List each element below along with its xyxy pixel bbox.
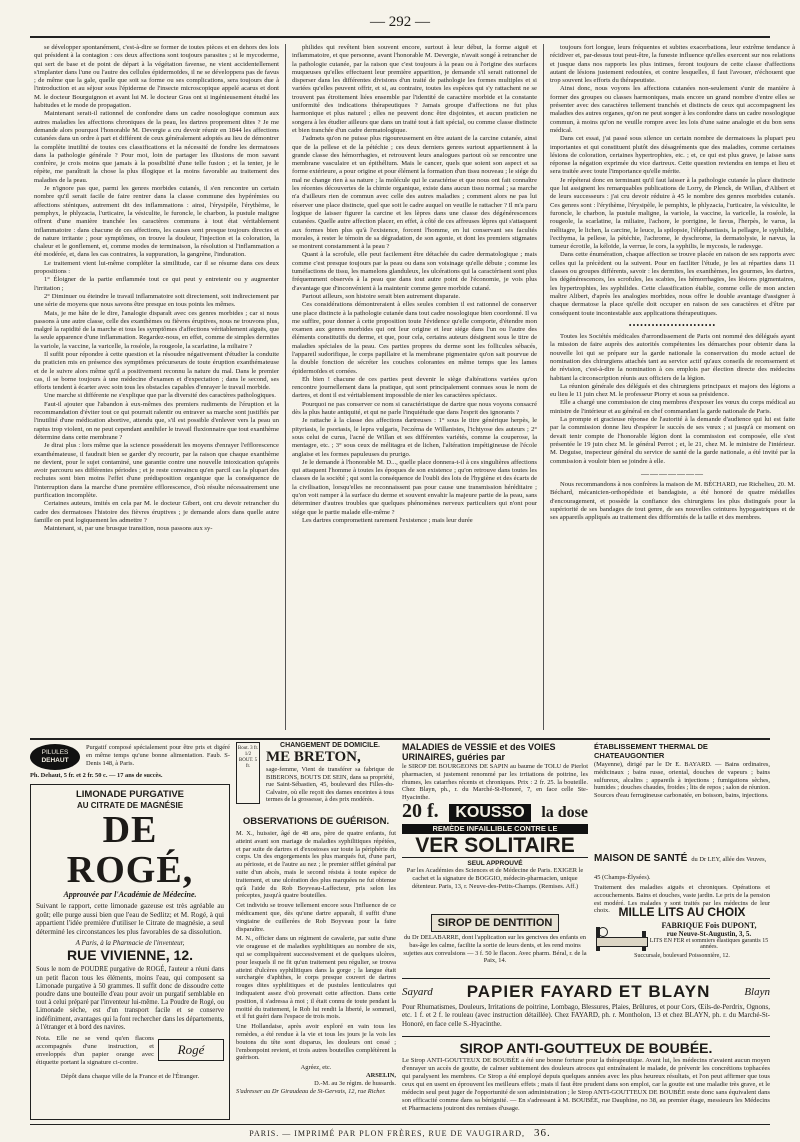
limonade-approved: Approuvée par l'Académie de Médecine. xyxy=(63,890,197,899)
vessie-text: le SIROP DE BOURGEONS DE SAPIN au baume de TOLU de Pierlot pharmacien, si justement renommé par les irritations de poitrine, les rhumes, les catarrhes récents et chroniques. Prix : 2 fr. 25. la bouteille. Chez Blayn, ph., r. du Marché-St-Honoré, 7, en face celle Ste-Hyacinthe. xyxy=(402,763,588,802)
breton-title: CHANGEMENT DE DOMICILE. xyxy=(280,742,380,749)
pilules-text: Purgatif composé spécialement pour être pris et digéré en même temps qu'une bonne alimentation. Faub. S-Denis 148, à Paris. xyxy=(86,744,230,767)
ad-sirop-dentition xyxy=(402,914,588,972)
limonade-brand: DE ROGÉ, xyxy=(66,809,194,891)
limonade-footer: Dépôt dans chaque ville de la France et de l'Étranger. xyxy=(60,1073,200,1080)
ad-mille-lits xyxy=(594,906,770,972)
boubee-text: Le Sirop ANTI-GOUTTEUX DE BOUBÉE a été une bonne fortune pour la thérapeutique. Avant lui, les médecins n'avaient aucun moyen d'enrayer un accès de goutte, de calmer subitement des douleurs atroces qui entraînaient le malade, de prévenir les concrétions tophacées qui paralysent les membres. Ce Sirop a été employé depuis quelques années avec les plus heureux résultats, et l'on peut affirmer que tous ceux qui en usent en éprouvent les meilleurs effets ; mais il faut être prudent dans son emploi, car la goutte est une maladie très grave, et le médecin seul peut juger de l'opportunité de son administration ; le Sirop ANTI-GOUTTEUX DE BOUBÉE reste donc sans équivalent dans son efficacité comme dans sa bénignité. — En s'adressant à M. BOUBÉE, rue Dauphine, no 38, au premier étage, messieurs les Médecins et Pharmaciens jouiront des remises d'usage. xyxy=(402,1057,770,1112)
pilules-badge-bottom: DEHAUT xyxy=(41,757,69,764)
paragraph: Je le demande à l'honorable M. D..., quelle place donnera-t-il à ces singulières affections qui attaquent l'homme à toutes les époques de son existence ; qu'on retrouve dans toutes les classes de la société ; qui sont la conséquence de l'oubli des lois de l'hygiène et des écarts de la civilisation, lorsqu'elles ne reconnaissent pas pour cause une transmission héréditaire ; qu'on voit ramper à la surface du derme et souvent envahir la majeure partie de la peau, sans déterminer d'autres troubles que quelques phénomènes nerveux particuliers qui n'ont pour siége que le partie malade elle-même ? xyxy=(292,458,537,516)
paragraph: Je n'ignore pas que, parmi les genres morbides cutanés, il s'en rencontre un certain nombre qu'il serait facile de faire rentrer dans la classe commune des hypérémies ou affections sténiques, autrement dit des inflammations : ainsi, l'érysipèle, l'érythème, le pemphyx, le phlyzacia, l'urticaire, la vésiculite, le furoncle, le charbon, la pustule maligne offrent d'une manière tranchée les caractères communs à tout état véritablement inflammatoire : dans chacune de ces affections, les causes sont presque toujours directes et de nature irritante ; pour symptômes, on trouve la douleur, l'injection et la coloration, la chaleur et le gonflement, et, comme modes de terminaison, la résolution si l'inflammation a été modérée, et, dans les cas contraires, la suppuration, la gangrène, l'induration. xyxy=(34,185,279,259)
guerison-signer-title: D.-M. au 3e régim. de hussards. xyxy=(314,1079,396,1087)
kousso-price: 20 f. xyxy=(402,800,439,822)
paragraph: Nous recommandons à nos confrères la maison de M. BÉCHARD, rue Richelieu, 20. M. Béchard, mécanicien-orthopédiste et bandagiste, a été honoré de quatre médailles d'encouragement, et possède la confiance des chirurgiens les plus distingués pour la supériorité de ses bandages de tout genre, de ses nouvelles ceintures hypogastriques et de ses appareils appliqués au traitement des difformités de la taille et des membres. xyxy=(550,481,795,522)
ad-maladies-vessie xyxy=(402,742,588,802)
paragraph: Pourquoi ne pas conserver ce nom si caractéristique de dartre que nous voyons consacré dès la plus haute antiquité, et qui ne parle l'inquiétude que dans l'esprit des ignorants ? xyxy=(292,400,537,417)
kousso-big: VER SOLITAIRE xyxy=(402,834,588,858)
roge-signature: Rogé xyxy=(158,1039,224,1061)
section-separator: ——————— xyxy=(641,468,704,478)
ad-kousso xyxy=(402,800,588,910)
paragraph: se développer spontanément, c'est-à-dire se former de toutes pièces et en dehors des lois qui président à la contagion : ces deux affections sont toujours parasites ; si le mycoderme, qui sert de base et de point de départ à la végétation favense, ne vient accidentellement s'implanter dans l'une ou l'autre des cellules épidermoïdes, il ne se développera pas de favus ; de même que la gale, quelle que soit sa forme ou ses complications, sera toujours due à l'introduction et au séjour sous l'épiderme de l'insecte microscopique appelé acarus et dont M. le docteur Bourguignon et avant lui M. le docteur Gras ont si ingénieusement étudié les habitudes et le mode de propagation. xyxy=(34,44,279,110)
paragraph: Quant à la scrofule, elle peut facilement être détachée du cadre dermatologique ; mais comme c'est presque toujours par la peau ou dans son voisinage qu'elle débute ; comme les tuméfactions de tissu, les mamelons glanduleux, les ulcérations qui la caractérisent sont plus fréquemment observés à la peau que dans tout autre point de l'économie, je vois plus d'avantage que d'inconvénient à la maintenir comme genre morbide cutané. xyxy=(292,251,537,292)
guerison-p4: Une Hollandaise, après avoir exploré en vain tous les remèdes, a été rendue à la vie et tous les jours je la vois les boutons du tête sont disparus, les douleurs ont cessé ; l'embonpoint revient, et trois autres bouteilles complétèrent la guérison. xyxy=(236,1023,396,1062)
paragraph: Certaines auteurs, imités en cela par M. le docteur Gibert, ont cru devoir retrancher du cadre des dermatoses l'histoire des fièvres éruptives ; je demande alors dans quelle autre famille on peut logiquement les admettre ? xyxy=(34,500,279,524)
article-column-2 xyxy=(292,44,537,730)
sheet-number: 36. xyxy=(533,1127,551,1139)
fayard-text: Pour Rhumatismes, Douleurs, Irritations de poitrine, Lombago, Blessures, Plaies, Brûlures, et pour Cors, Œils-de-Perdrix, Ognons, etc. 1 f. et 2 f. le rouleau (avec instruction détaillée). Chez FAYARD, ph. r. Montholon, 13 et chez BLAYN, ph. r. du Marché-St-Honoré, en face celle S.-Hyacinthe. xyxy=(402,1003,770,1028)
kousso-banner: REMÈDE INFAILLIBLE CONTRE LE xyxy=(402,824,588,834)
limonade-subtitle: AU CITRATE DE MAGNÉSIE xyxy=(76,801,184,810)
guerison-p3: M. N., officier dans un régiment de cavalerie, par suite d'une vie orageuse et de maladies syphilitiques au nombre de six, qui se compliquèrent successivement et de quelques ulcères, pour lesquels il ne fit qu'un traitement peu régulier, se trouva atteint d'ulcères syphilitiques dans la gorge ; la langue était surchargée d'aphthes, le corps presque couvert de dartres rouges dites syphilitiques et de pustules lenticulaires qui indiquaient assez d'où provenait cette affection. Dans cette position, il s'adressa à moi ; il était connu de toute pendant la moitié du traitement, le Rob lui rendit la liberté, le sommeil, et il fut guéri dans l'espace de trois mois. xyxy=(236,935,396,1021)
lits-text: LITS EN FER et sommiers élastiques garantis 15 années. xyxy=(649,938,769,950)
guerison-p2: Cet individu se trouve tellement encore sous l'influence de ce médicament que, dès qu'une dartre apparaît, il suffit d'une vingtaine de cuillerées de Rob Boyveau pour la faire disparaître. xyxy=(236,902,396,933)
paragraph: Mais, je me hâte de le dire, l'analogie disparaît avec ces genres morbides ; car si nous passons à une autre classe, celle des exanthèmes ou fièvres éruptives, nous ne trouvons plus, malgré la rapidité de la marche et tous les symptômes d'affections véritablement aiguës, que la seule apparence d'une inflammation. Regardez-nous, en effet, comme de simples dermites la variole, la vaccine, la varicelle, la roséole, la rougeole, la scarlatine, la miliaire ? xyxy=(34,309,279,350)
page-footer xyxy=(30,1124,770,1141)
paragraph: Il suffit pour répondre à cette question et la résoudre négativement d'étudier la conduite du praticien mis en présence des symptômes précurseurs de toute éruption exanthémateuse et de le suivre alors même qu'il a positivement reconnu la nature du mal. Dans le premier cas, il se borne toujours à une médecine d'examen et d'expectation ; dans le second, ses efforts tendent à écarter avec soin tous les obstacles capables d'enrayer le travail morbide. xyxy=(34,350,279,392)
paragraph: toujours fort longue, leurs fréquentes et subites exacerbations, leur extrême tendance à récidiver et, par-dessus tout peut-être, la funeste influence qu'elles exercent sur nos relations et jusque dans nos rapports les plus intimes, feront toujours de cette classe d'affections autant de lésions justement redoutées, et contre lesquelles, il faut l'avouer, n'échouent que trop souvent les efforts du thérapeutiste. xyxy=(550,44,795,85)
guerison-p1: M. X., huissier, âgé de 48 ans, père de quatre enfants, fut atteint avant son mariage de maladies syphilitiques répétées, et par suite de dartres et d'exostoses sur toute la périphérie du corps. Un des engorgements les plus marqués fut, d'une part, au périoste, et de l'autre au nez ; le premier sifflet général par suite d'un abcès, mais le second résista à toute espèce de traitement, et une ulcération des plus marquées ne fut obtenue qu'à l'aide du Rob Boyveau-Laffecteur, pris selon les préceptes, jusqu'à quatre bouteilles. xyxy=(236,830,396,900)
limonade-nota-block xyxy=(36,1035,224,1071)
limonade-paragraph: Suivant le rapport, cette limonade gazeuse est très agréable au goût; elle purge aussi bien que l'eau de Sedlitz; et M. Rogé, à qui appartient l'idée première d'utiliser le Citrate de magnésie, a seul déterminé les circonstances les plus favorables de sa dissolution. xyxy=(36,902,224,936)
vessie-title: MALADIES de VESSIE et des VOIES URINAIRES, guéries par xyxy=(402,742,556,762)
paragraph: Elle a chargé une commission de cinq membres d'exposer les vœux du corps médical au ministre de l'intérieur et au général en chef commandant la garde nationale de Paris. xyxy=(550,399,795,415)
paragraph: Faut-il ajouter que l'abandon à eux-mêmes des premiers rudiments de l'éruption et la recommandation d'éviter tout ce qui pourrait ralentir ou entraver sa marche sont justifiés par l'inutilité d'une médication abortive, attendu que, s'il est possible d'enlever vers la peau un raptus trop violent, on ne peut cependant annihiler le travail fluxionnaire que tout exanthème détermine dans cette membrane ? xyxy=(34,400,279,441)
column-rule xyxy=(543,44,544,730)
fayard-title: PAPIER FAYARD ET BLAYN xyxy=(466,982,711,1001)
limonade-address-lead: A Paris, à la Pharmacie de l'inventeur, xyxy=(75,939,185,948)
article-column-1 xyxy=(34,44,279,730)
paragraph: Maintenant serait-il rationnel de confondre dans un cadre nosologique commun aux autres maladies les affections chroniques de la peau, les dartres proprement dites ? Je me demande alors pourquoi l'honorable M. Devergie a cru devoir réunir en 1844 les affections cutanées dans un ordre à part et différent de ceux généralement adoptés au lieu de démontrer la complète inutilité de toutes ces classifications et la nécessité de fondre les dermatoses dans la pathologie générale ? Pour moi, loin de partager les illusions de mon savant confrère, je crois moins que jamais à la possibilité d'une telle fusion ; et la tenter, je le répète, me paraîtrait la chose la plus illogique et la moins favorable au traitement des maladies de la peau. xyxy=(34,110,279,184)
paragraph: La prompte et gracieuse réponse de l'autorité à la demande d'audience qui lui est faite par la commission donne lieu d'espérer le succès de ses vœux ; si jusqu'à ce moment on devait tenir compte de l'honorable légion dont la commission est composée, elle s'est présentée le 19 juin chez M. le général Perrot ; et, le 21, chez M. le ministre de l'intérieur. M. Deguise, inspecteur général du service de santé de la garde nationale, a été invité par la commission à vouloir bien se joindre à elle. xyxy=(550,416,795,465)
breton-text: sage-femme, Vient de transférer sa fabrique de BIBERONS, BOUTS DE SEIN, dans sa propriété, rue Saint-Sébastien, 45, boulevard des Filles-du-Calvaire, où elle reçoit des dames enceintes à tous termes de la grossesse, à des prix modérés. xyxy=(266,766,394,804)
ad-papier-fayard xyxy=(402,978,770,1034)
pilules-badge xyxy=(30,744,80,770)
breton-name: ME BRETON, xyxy=(266,749,361,765)
dentition-title: SIROP DE DENTITION xyxy=(431,914,560,932)
lits-sub: FABRIQUE Fois DUPONT, xyxy=(661,921,757,930)
kousso-text: Par les Académies des Sciences et de Médecine de Paris. EXIGER le cachet et la signature de BOGGIO, médecin-pharmacien, unique détenteur. Paris, 13, r. Neuve-des-Petits-Champs. (Remises. Aff.) xyxy=(406,867,584,890)
page-number: — 292 — xyxy=(370,14,430,30)
boubee-title: SIROP ANTI-GOUTTEUX DE BOUBÉE. xyxy=(459,1040,713,1056)
pilules-badge-top: PILULES xyxy=(41,749,69,756)
ad-observations-guerison xyxy=(236,816,396,1120)
printer-imprint: PARIS. — IMPRIMÉ PAR PLON FRÈRES, RUE DE VAUGIRARD, xyxy=(249,1129,525,1138)
maison-title: MAISON DE SANTÉ xyxy=(594,853,688,864)
guerison-title: OBSERVATIONS DE GUÉRISON. xyxy=(242,816,390,827)
ad-sirop-boubee xyxy=(402,1036,770,1120)
paragraph: Dans cette énumération, chaque affection se trouve placée en raison de ses rapports avec celles qui la précèdent ou la suivent. Pour en faciliter l'étude, je les ai réparties dans 11 classes ou groupes différents, savoir : les dermites, les exanthèmes, les gourmes, les dartres, les dégénérescences, les scrofules, les scabies, les hémorrhagies, les lésions pigmentaires, les hypertrophies, les syphilides. Cette classification établie, comme celle de mon ancien maître Alibert, d'après les analogies morbides, nous offre le double avantage d'assigner à chaque dermatose la place qu'elle doit occuper en raison de ses caractères et d'être par conséquent toute incontestable aux applications thérapeutiques. xyxy=(550,251,795,317)
section-separator: ••••••••••••••••••••••• xyxy=(628,320,717,330)
paragraph: Dans cet essai, j'ai passé sous silence un certain nombre de dermatoses la plupart peu importantes et qui constituent plutôt des désagréments que des maladies, comme certaines lésions de coloration, certaines hypertrophies, etc. ; et, ce qui est plus grave, je laisse sans réponse la négation exprimée du vice dartreux. Cette question reviendra en temps et lieu et sera traitée avec toute l'importance qu'elle mérite. xyxy=(550,135,795,176)
breton-badge: Bout. 3 fr. 1/2 BOUT. 5 fr. xyxy=(237,746,259,769)
blayn-signature: Blayn xyxy=(744,986,770,998)
fayard-signature: Sayard xyxy=(402,986,433,998)
lits-title: MILLE LITS AU CHOIX xyxy=(618,905,746,919)
paragraph: Je rattache à la classe des affections dartreuses : 1° sous le titre générique herpès, le pityriasis, le psoriasis, le lepra vulgaris, l'eczéma de Willanistes, l'ichtyose des auteurs ; 2° sous celui de curus, l'acné de Willan et ses différentes variétés, comme la couperose, la mentagre, etc. ; 3° sous ceux de mélitagra et de lichen, l'altération impétigineuse de l'école anglaise et les formes papuleuses du prurigo. xyxy=(292,417,537,458)
ad-limonade-roge xyxy=(30,784,230,1120)
lits-footer: Succursale, boulevard Poissonnière, 12. xyxy=(634,953,730,959)
paragraph: J'admets qu'on ne puisse plus rigoureusement en être autant de la carcine cutanée, ainsi que de la pellese et de la pétéchie ; ces deux derniers genres surtout appartiennent à la grande classe des hémorrhagies, et retrouvent leurs analogues partout où se rencontre une membrane vasculaire et un épithélium. Mais le cancer, quels que soient son aspect et sa forme extérieure, a pour origine et pour élément la formation d'un tissu nouveau ; le siége du mal ne change rien à sa nature ; la molécule qui le caractérise et que nous ont fait connaître les récentes découvertes de la chimie organique, existe dans aucun tissu normal ; sa marche n'a d'ailleurs rien de commun avec celle des autres maladies ; comment alors ne pas lui réserver une place distincte, quel que soit le cadre auquel on veuille le rattacher ? Il m'a paru logique de laisser figurer la carcine et les lèpres dans une classe des dégénérescences cutanées. Quelle autre affection placer, en effet, à côté de ces affreuses lèpres qui s'attaquent aux formes bien plus qu'à l'existence, forcent l'homme, en lui conservant ses facultés morales, à rester le témoin de sa dégradation, de son agonie, et dont les premiers stigmates se montrent constamment à la peau ? xyxy=(292,135,537,251)
guerison-signer: ARSELIN, xyxy=(365,1071,396,1079)
limonade-address: RUE VIVIENNE, 12. xyxy=(66,947,194,964)
guerison-sign-place: Agréez, etc. xyxy=(300,1064,332,1072)
paragraph: Je répéterai donc en terminant qu'il faut laisser à la pathologie cutanée la place distincte que lui assignent les remarquables publications de Lorry, de Plenck, de Willan, d'Alibert et de leurs successeurs : j'ai cru devoir réduire à 45 le nombre des genres morbides cutanés. Ces genres sont : l'érythème, l'érysipèle, le pemphix, le phlyzacia, l'urticaire, la vésiculite, le furoncle, le charbon, la pustule maligne, la variole, la vaccine, la varicelle, la roséole, la rougeole, la scarlatine, la miliaire, l'achore, le porrigine, le favus, l'herpès, le varus, la mélitagre, le lichen, la carcine, le leuce, la spilopsie, l'éléphantiasis, la pellagre, le syphilide, l'ecthyma, la pellese, la pétéchie, l'achrome, le dyschrome, la dermatolysie, le nævus, la tumeur écrotile, la kéloïde, la verrue, le cors, la syphilis, le mycosis, le radesyge. xyxy=(550,176,795,251)
maison-text: Traitement des maladies aiguës et chroniques. Opérations et accouchements. Bains et douches, vaste jardin. Le prix de la pension est modéré. Les malades y sont traités par les médecins de leur choix. xyxy=(594,884,770,915)
paragraph: Je dirai plus : lors même que la science posséderait les moyens d'enrayer l'efflorescence exanthémateuse, il faudrait bien se garder d'y recourir, par la raison que chaque exanthème ne devient, pour le sujet contaminé, une garantie contre une nouvelle intoxication qu'après avoir parcouru ses différentes périodes ; et je reste convaincu qu'en parcil cas la plupart des rechutes sont bien moins l'effet d'une prédisposition organique que la conséquence de l'interruption dans la marche d'une première efflorescence, d'où résulte nécessairement une purification incomplète. xyxy=(34,442,279,500)
pilules-price: Ph. Dehaut, 5 fr. et 2 fr. 50 c. — 17 ans de succès. xyxy=(30,772,163,779)
column-rule xyxy=(285,44,286,730)
maison-who: du Dr LEY, allée des Veuves, 45 (Champs-Élysées). xyxy=(594,856,767,881)
paragraph: Partout ailleurs, son histoire serait bien autrement disparate. xyxy=(302,292,461,300)
chateaugontier-text: (Mayenne), dirigé par le Dr E. BAYARD. — Bains ordinaires, médicinaux ; bains russe, oriental, douches de vapeurs ; bains sulfureux, alcalins ; appareils à injections ; fumigations sèches, humides ; douches chaudes, froides ; lits de repos ; salon de réunion. Sources d'eau ferrugineuse carbonatée, en boisson, bains, injections. xyxy=(594,761,770,800)
chateaugontier-title: ÉTABLISSEMENT THERMAL DE CHATEAUGONTIER xyxy=(594,742,708,760)
kousso-approved: SEUL APPROUVÉ xyxy=(467,860,523,867)
paragraph: La réunion générale des délégués et des chirurgiens principaux et majors des légions a eu lieu le 11 juin chez M. le professeur Piorry et sous sa présidence. xyxy=(550,382,795,399)
ad-breton xyxy=(236,742,394,812)
paragraph: Eh bien ! chacune de ces parties peut devenir le siège d'altérations variées qu'on rencontre journellement dans la pratique, qui sont principalement connues sous le nom de dartres, et dont il est véritablement impossible de nier les caractères spéciaux. xyxy=(292,375,537,400)
paragraph: Le traitement vient lui-même compléter la similitude, car il se résume dans ces deux propositions : xyxy=(34,259,279,276)
page-header xyxy=(30,12,770,38)
paragraph: Les dartres compromettent rarement l'existence ; mais leur durée xyxy=(302,516,473,524)
limonade-note: Nota. Elle ne se vend qu'en flacons accompagnés d'une instruction, et enveloppés d'un papier orange avec étiquette portant la signature ci-contre. xyxy=(36,1035,154,1066)
article-column-3 xyxy=(550,44,795,730)
kousso-dose: la dose xyxy=(541,804,588,821)
paragraph: 1° Éloigner de la partie enflammée tout ce qui peut y entretenir ou y augmenter l'irritation ; xyxy=(34,276,279,292)
paragraph: Une marche si différente ne s'explique que par la diversité des caractères pathologiques. xyxy=(44,392,276,400)
ad-pilules-dehaut xyxy=(30,744,230,780)
limonade-poudre: Sous le nom de POUDRE purgative de ROGÉ, l'auteur a réuni dans un petit flacon tous les éléments, moins l'eau, qui composent sa Limonade purgative à 50 grammes. Il suffit donc de dissoudre cette poudre dans une bouteille d'eau pour avoir un purgatif semblable en tout à celui préparé par l'inventeur lui-même. La Poudre de Rogé, ou Limonade sèche, est d'un transport facile et se conserve indéfiniment, avantages qui la font rechercher dans les départements, à l'étranger et à bord des navires. xyxy=(36,966,224,1031)
dentition-text: du Dr DELABARRE, dont l'application sur les gencives des enfants en bas-âge les calme, facilite la sortie de leurs dents, et les rend moins sujettes aux convulsions — 3 f. 50 le flacon. Avec pharm. Béral, r. de la Paix, 14. xyxy=(403,934,587,965)
guerison-address: S'adresser au Dr Giraudeau de St-Gervais, 12, rue Richer. xyxy=(236,1087,386,1095)
ad-chateaugontier xyxy=(594,742,770,844)
paragraph: Maintenant, si, par une brusque transition, nous passons aux sy- xyxy=(44,525,213,533)
limonade-title: LIMONADE PURGATIVE xyxy=(75,789,185,800)
biberon-icon xyxy=(236,742,260,804)
kousso-name: KOUSSO xyxy=(449,804,530,822)
advertisements-section xyxy=(30,738,770,1122)
paragraph: Ces considérations démontreraient à elles seules combien il est rationnel de conserver une place distincte à la pathologie cutanée dans tout cadre nosologique bien coordonné. Il va me suffire, pour donner à cette proposition toute l'évidence qu'elle comporte, d'étendre mon examen aux genres morbides qui ont leur origine et leur siége dans l'un ou l'autre des éléments constitutifs du derme, et que, pour cela, certains auteurs désignent sous le titre de maladies spéciales de la peau. Ces parties propres du derme sont les follicules sébacés, l'appareil sudorifique, le corps papillaire et la membrane pigmentaire qu'on sait pourvue de la double fonction de sécréter les couches colorantes en même temps que les lames épidermoïdes et cornées. xyxy=(292,301,537,375)
paragraph: philides qui revêtent bien souvent encore, surtout à leur début, la forme aiguë et inflammatoire, et que personne, avant l'honorable M. Devergie, n'avait songé à retrancher de la pathologie cutanée, par la raison que c'est toujours à la peau ou à l'origine des surfaces muqueuses qu'elles effectuent leur première apparition, je demande s'il serait rationnel de disperser dans les différentes divisions d'un traité de pathologie les formes multiples et si variées qu'elles peuvent offrir, et si, au contraire, toutes les espèces qui s'y rattachent ne se trouvent pas étroitement liées ensemble par l'identité de caractère morbide et la constante uniformité des indications thérapeutiques ? Jamais groupe d'affections ne fut plus harmonique et plus naturel ; elles ne peuvent donc être disjointes, et aucun praticien ne songera à les étudier ailleurs que dans un traité tout à fait spécial, ou comme classe distincte et bien tranchée d'un cadre dermatologique. xyxy=(292,44,537,134)
paragraph: 2° Diminuer ou éteindre le travail inflammatoire soit directement, soit indirectement par une série de moyens que nous savons être presque en tous points les mêmes. xyxy=(34,292,279,309)
paragraph: Toutes les Sociétés médicales d'arrondissement de Paris ont nommé des délégués ayant la mission de faire auprès des autorités compétentes les démarches pour obtenir dans la nouvelle loi qui se prépare sur la garde nationale la conservation du mode actuel de nomination des chirurgiens attachés tant au service actif qu'aux conseils de recensement et de révision, c'est-à-dire la nomination à ces emplois par élection directe des médecins habitant la circonscription réunis aux officiers de la légion. xyxy=(550,333,795,382)
bed-icon xyxy=(594,921,648,953)
lits-address: rue Neuve-St-Augustin, 3, 5. xyxy=(666,930,752,938)
paragraph: Ainsi donc, nous voyons les affections cutanées non-seulement s'unir de manière à former des groupes ou classes harmoniques, mais encore un grand nombre d'entre elles se présenter avec des caractères tellement tranchés et distincts de ceux qui accompagnent les maladies des autres organes, qu'on ne peut songer à les confondre dans un cadre nosologique commun, à moins qu'on ne veuille rompre avec les lois d'une saine analogie et du bon sens médical. xyxy=(550,85,795,134)
